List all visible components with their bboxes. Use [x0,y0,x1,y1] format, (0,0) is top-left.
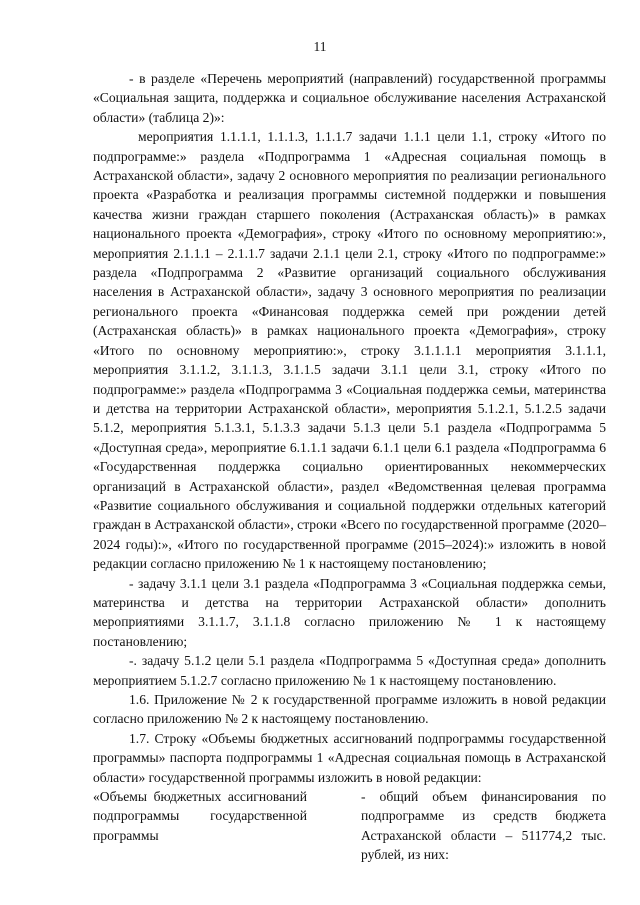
paragraph-task-5-1-2: -. задачу 5.1.2 цели 5.1 раздела «Подпрограмма 5 «Доступная среда» дополнить мероприятием 5.1.2.7 согласно приложению № 1 к настоящему постановлению. [93,653,606,688]
paragraph-activities-list: мероприятия 1.1.1.1, 1.1.1.3, 1.1.1.7 задачи 1.1.1 цели 1.1, строку «Итого по подпрограмме:» раздела «Подпрограмма 1 «Адресная социальная помощь в Астраханской области», задачу 2 основного мероприятия по реализации регионального проекта «Разработка и реализация программы системной поддержки и повышения качества жизни граждан старшего поколения (Астраханская область)» в рамках национального проекта «Демография», строку «Итого по основному мероприятию:», мероприятия 2.1.1.1 – 2.1.1.7 задачи 2.1.1 цели 2.1, строку «Итого по подпрограмме:» раздела «Подпрограмма 2 «Развитие организаций социального обслуживания населения в Астраханской области», задачу 3 основного мероприятия по реализации регионального проекта «Финансовая поддержка семей при рождении детей (Астраханская область)» в рамках национального проекта «Демография», строку «Итого по основному мероприятию:», строку 3.1.1.1.1 мероприятия 3.1.1.1, мероприятия 3.1.1.2, 3.1.1.3, 3.1.1.5 задачи 3.1.1 цели 3.1, строку «Итого по подпрограмме:» раздела «Подпрограмма 3 «Социальная поддержка семьи, материнства и детства на территории Астраханской области», мероприятия 5.1.2.1, 5.1.2.5 задачи 5.1.2, мероприятия 5.1.3.1, 5.1.3.3 задачи 5.1.3 цели 5.1 раздела «Подпрограмма 5 «Доступная среда», мероприятие 6.1.1.1 задачи 6.1.1 цели 6.1 раздела «Подпрограмма 6 «Государственная поддержка социально ориентированных некоммерческих организаций в Астраханской области», раздел «Ведомственная целевая программа «Развитие социального обслуживания и социальной поддержки отдельных категорий граждан в Астраханской области», строки «Всего по государственной программе (2020–2024 годы):», «Итого по государственной программе (2015–2024):» изложить в новой редакции согласно приложению № 1 к настоящему постановлению; [93,129,606,572]
budget-allocation-row [93,787,606,865]
budget-row-value: - общий объем финансирования по подпрограмме из средств бюджета Астраханской области – 511774,2 тыс. рублей, из них: [361,789,606,863]
budget-row-label: «Объемы бюджетных ассигнований подпрограммы государственной программы [93,789,307,843]
page-number: 11 [313,39,327,54]
paragraph-section-intro: - в разделе «Перечень мероприятий (направлений) государственной программы «Социальная защита, поддержка и социальное обслуживание населения Астраханской области» (таблица 2)»: [93,71,606,125]
paragraph-1-7: 1.7. Строку «Объемы бюджетных ассигнований подпрограммы государственной программы» паспорта подпрограммы 1 «Адресная социальная помощь в Астраханской области» государственной программы изложить в новой редакции: [93,730,606,785]
paragraph-task-3-1-1: - задачу 3.1.1 цели 3.1 раздела «Подпрограмма 3 «Социальная поддержка семьи, материнства и детства на территории Астраханской области» дополнить мероприятиями 3.1.1.7, 3.1.1.8 согласно приложению № 1 к настоящему постановлению; [93,575,606,649]
paragraph-1-6: 1.6. Приложение № 2 к государственной программе изложить в новой редакции согласно приложению № 2 к настоящему постановлению. [93,692,606,727]
document-body [93,69,606,865]
